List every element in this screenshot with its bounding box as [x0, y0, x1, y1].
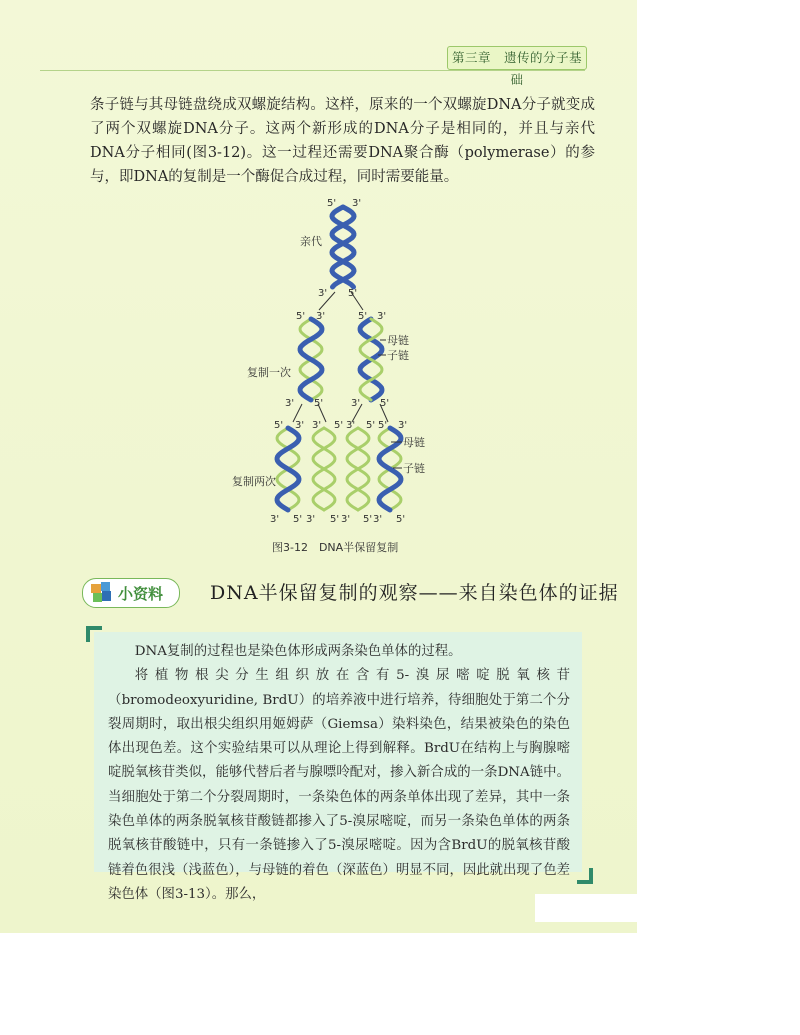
five-prime-end-label: 5': [330, 514, 340, 525]
corner-mark-top-left: [86, 626, 102, 642]
five-prime-end-label: 5': [348, 288, 358, 299]
five-prime-end-label: 5': [366, 420, 376, 431]
info-badge-label: 小资料: [118, 585, 164, 603]
five-prime-end-label: 5': [274, 420, 284, 431]
five-prime-end-label: 5': [296, 311, 306, 322]
five-prime-end-label: 5': [363, 514, 373, 525]
corner-mark-bottom-right: [577, 868, 593, 884]
three-prime-end-label: 3': [341, 514, 351, 525]
three-prime-end-label: 3': [318, 288, 328, 299]
three-prime-end-label: 3': [352, 198, 362, 209]
three-prime-end-label: 3': [373, 514, 383, 525]
dna-replication-figure: [200, 192, 440, 537]
page-edge: [535, 894, 637, 922]
figure-caption: 图3-12 DNA半保留复制: [272, 541, 399, 554]
info-paragraph-1: DNA复制的过程也是染色体形成两条染色单体的过程。: [134, 644, 462, 659]
three-prime-end-label: 3': [351, 398, 361, 409]
puzzle-icon: [89, 580, 119, 604]
gen2-helix-1-strand-b: [277, 428, 299, 510]
five-prime-end-label: 5': [380, 398, 390, 409]
five-prime-end-label: 5': [378, 420, 388, 431]
five-prime-end-label: 5': [314, 398, 324, 409]
three-prime-end-label: 3': [312, 420, 322, 431]
info-paragraph-2: 将植物根尖分生组织放在含有5-溴尿嘧啶脱氧核苷（bromodeoxyuridine, BrdU）的培养液中进行培养，待细胞处于第二个分裂周期时，取出根尖组织用姬姆萨（Giemsa）染料染色，结果被染色的染色体出现色差。这个实验结果可以从理论上得到解释。BrdU在结构上与胸腺嘧啶脱氧核苷类似，能够代替后者与腺嘌呤配对，掺入新合成的一条DNA链中。当细胞处于第二个分裂周期时，一条染色体的两条单体出现了差异，其中一条染色单体的两条脱氧核苷酸链都掺入了5-溴尿嘧啶，而另一条染色单体的两条脱氧核苷酸链中，只有一条链掺入了5-溴尿嘧啶。因为含BrdU的脱氧核苷酸链着色很浅（浅蓝色），与母链的着色（深蓝色）明显不同，因此就出现了色差染色体（图3-13）。那么，: [108, 668, 570, 902]
gen2-helix-2-strand-b: [313, 428, 335, 510]
daughter-strand-label-2: 子链: [403, 462, 425, 475]
helices-group: [277, 207, 401, 510]
three-prime-end-label: 3': [285, 398, 295, 409]
three-prime-end-label: 3': [306, 514, 316, 525]
three-prime-end-label: 3': [295, 420, 305, 431]
three-prime-end-label: 3': [316, 311, 326, 322]
parent-strand-label-1: 母链: [387, 334, 409, 347]
gen2-helix-4-strand-b: [379, 428, 401, 510]
daughter-strand-label-1: 子链: [387, 349, 409, 362]
info-text: [108, 640, 570, 907]
parent-strand-label-2: 母链: [403, 436, 425, 449]
section-title: DNA半保留复制的观察——来自染色体的证据: [210, 582, 619, 604]
five-prime-end-label: 5': [396, 514, 406, 525]
five-prime-end-label: 5': [327, 198, 337, 209]
five-prime-end-label: 5': [358, 311, 368, 322]
three-prime-end-label: 3': [377, 311, 387, 322]
chapter-header: 第三章 遗传的分子基础: [447, 46, 587, 70]
header-rule: [40, 70, 585, 71]
gen2-helix-3-strand-b: [347, 428, 369, 510]
three-prime-end-label: 3': [270, 514, 280, 525]
three-prime-end-label: 3': [346, 420, 356, 431]
three-prime-end-label: 3': [398, 420, 408, 431]
second-replication-label: 复制两次: [232, 475, 276, 488]
first-replication-label: 复制一次: [247, 366, 291, 379]
body-paragraph: 条子链与其母链盘绕成双螺旋结构。这样，原来的一个双螺旋DNA分子就变成了两个双螺旋DNA分子。这两个新形成的DNA分子是相同的，并且与亲代DNA分子相同(图3-12)。这一过程还需要DNA聚合酶（polymerase）的参与，即DNA的复制是一个酶促合成过程，同时需要能量。: [90, 97, 595, 185]
five-prime-end-label: 5': [293, 514, 303, 525]
five-prime-end-label: 5': [334, 420, 344, 431]
gen1-left-helix-strand-b: [300, 319, 322, 400]
parent-generation-label: 亲代: [300, 235, 322, 248]
